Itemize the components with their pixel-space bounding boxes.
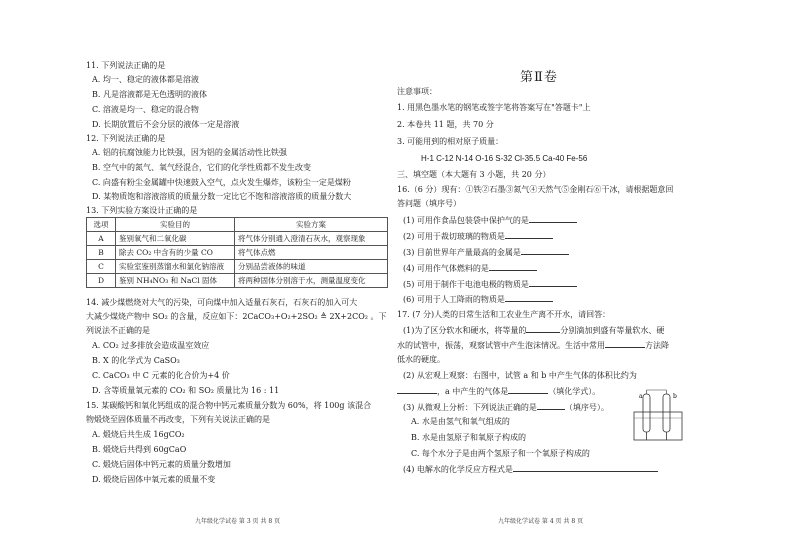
table-cell: 实验室鉴别蒸馏水和氯化钠溶液: [116, 260, 235, 274]
table-cell: 将两种固体分别溶于水，测量温度变化: [235, 274, 388, 288]
q17-option-b: B. 水是由氢原子和氧原子构成的: [411, 433, 526, 442]
table-cell: 除去 CO₂ 中含有的少量 CO: [116, 246, 235, 260]
table-cell: 分别品尝液体的味道: [235, 260, 388, 274]
table-row: [87, 246, 388, 260]
q17-part4: [403, 463, 658, 475]
q17-text: (4) 电解水的化学反应方程式是: [403, 465, 513, 474]
q11-option-c: C. 溶液是均一、稳定的混合物: [92, 105, 199, 114]
q17-option-a: A. 水是由氢气和氧气组成的: [411, 417, 510, 426]
answer-blank[interactable]: [529, 278, 577, 287]
q17-text: ，a 中产生的气体是: [437, 387, 509, 396]
table-header-row: [87, 218, 388, 232]
q17-text: (1)为了区分软水和硬水，将等量的: [403, 326, 527, 335]
q15-option-a: A. 煅烧后共生成 16gCO₂: [92, 430, 185, 439]
answer-blank[interactable]: [513, 463, 658, 472]
q15-option-d: D. 煅烧后固体中氧元素的质量不变: [92, 475, 216, 484]
answer-blank[interactable]: [397, 385, 437, 394]
q17-stem: 17. (7 分)人类的日常生活和工农业生产离不开水，请回答：: [397, 310, 611, 319]
q16-item-text: (1) 可用作食品包装袋中保护气的是: [403, 216, 529, 225]
q17-text: （填化学式）。: [548, 387, 601, 396]
q14-line3: 列说法不正确的是: [86, 326, 150, 335]
q11-option-a: A. 均一、稳定的液体都是溶液: [92, 75, 199, 84]
section-title: 第Ⅱ卷: [520, 70, 558, 85]
q17-part2-line2: [397, 385, 600, 397]
q14-option-d: D. 含等质量氧元素的 CO₂ 和 SO₂ 质量比为 16 : 11: [92, 386, 280, 395]
table-cell: D: [87, 274, 116, 288]
q16-item-text: (2) 可用于裁切玻璃的物质是: [403, 232, 505, 241]
table-cell: 鉴别 NH₄NO₃ 和 NaCl 固体: [116, 274, 235, 288]
q14-option-a: A. CO₂ 过多排放会造成温室效应: [92, 341, 210, 350]
q16-item-3: [403, 246, 569, 258]
answer-blank[interactable]: [526, 324, 560, 333]
notice-2: 2. 本卷共 11 题，共 70 分: [397, 120, 494, 129]
q16-line1: 16.（6 分）现有：①铁②石墨③氮气④天然气⑤金刚石⑥干冰，请根据题意回: [397, 185, 674, 194]
q17-text: （填序号）。: [564, 403, 609, 412]
table-cell: A: [87, 232, 116, 246]
q12-stem: 12. 下列说法正确的是: [86, 134, 166, 143]
table-cell: B: [87, 246, 116, 260]
q16-item-text: (5) 可用于制作干电池电极的物质是: [403, 280, 529, 289]
q17-part2-line1: (2) 从宏观上观察：右图中，试管 a 和 b 中产生气体的体积比约为: [403, 371, 637, 380]
q11-stem: 11. 下列说法正确的是: [86, 61, 166, 70]
answer-blank[interactable]: [489, 262, 537, 271]
table-cell: 将气体点燃: [235, 246, 388, 260]
q12-option-c: C. 向盛有粉尘金属罐中快速鼓入空气，点火发生爆炸，该粉尘一定是煤粉: [92, 178, 351, 187]
q11-option-d: D. 长期放置后不会分层的液体一定是溶液: [92, 120, 240, 129]
q17-text: 方法降: [645, 341, 669, 350]
section-three-heading: 三、填空题（本大题有 3 小题，共 20 分）: [397, 170, 551, 179]
q15-option-b: B. 煅烧后共得到 60gCaO: [92, 445, 187, 454]
q17-part1-line3: 低水的硬度。: [397, 355, 445, 364]
table-cell: 将气体分别通入澄清石灰水，观察现象: [235, 232, 388, 246]
q16-item-2: [403, 230, 553, 242]
tube-a-label: a: [639, 393, 643, 400]
q16-line2: 答问题（填序号）: [397, 199, 461, 208]
q16-item-text: (6) 可用于人工降雨的物质是: [403, 295, 505, 304]
answer-blank[interactable]: [505, 293, 553, 302]
q15-line2: 物煅烧至固体质量不再改变，下列有关说法正确的是: [86, 415, 270, 424]
q16-item-6: [403, 293, 553, 305]
q14-line2: 大减少煤烧产物中 SO₂ 的含量，反应如下：2CaCO₃+O₂+2SO₂ ≜ 2X+2CO₂ 。下: [86, 312, 387, 321]
q17-part1-line1: [403, 324, 664, 336]
table-row: [87, 232, 388, 246]
q16-item-4: [403, 262, 537, 274]
answer-blank[interactable]: [508, 385, 548, 394]
q16-item-text: (3) 目前世界年产量最高的金属是: [403, 248, 521, 257]
q16-item-text: (4) 可用作气体燃料的是: [403, 264, 489, 273]
table-row: [87, 260, 388, 274]
answer-blank[interactable]: [505, 230, 553, 239]
q17-text: 分别滴加到盛有等量软水、硬: [560, 326, 665, 335]
table-cell: 鉴别氧气和二氧化碳: [116, 232, 235, 246]
q11-option-b: B. 凡是溶液都是无色透明的液体: [92, 90, 207, 99]
q17-part1-line2: [397, 339, 669, 351]
electrolysis-apparatus-diagram: [630, 386, 686, 444]
table-row: [87, 274, 388, 288]
notice-3: 3. 可能用到的相对原子质量：: [397, 137, 504, 146]
q15-line1: 15. 某碳酸钙和氧化钙组成的混合物中钙元素质量分数为 60%，将 100g 该混合: [86, 401, 372, 410]
left-page-footer: 九年级化学试卷 第 3 页 共 8 页: [195, 518, 281, 525]
answer-blank[interactable]: [521, 246, 569, 255]
q17-option-c: C. 每个水分子是由两个氢原子和一个氧原子构成的: [411, 449, 590, 458]
q13-table: [86, 217, 388, 288]
q12-option-d: D. 某物质饱和溶液溶质的质量分数一定比它不饱和溶液溶质的质量分数大: [92, 192, 352, 201]
q14-option-c: C. CaCO₃ 中 C 元素的化合价为+4 价: [92, 371, 230, 380]
q15-option-c: C. 煅烧后固体中钙元素的质量分数增加: [92, 460, 231, 469]
q14-option-b: B. X 的化学式为 CaSO₃: [92, 356, 180, 365]
atomic-masses: H-1 C-12 N-14 O-16 S-32 Cl-35.5 Ca-40 Fe-56: [421, 154, 588, 163]
tube-b-label: b: [673, 393, 677, 400]
q16-item-5: [403, 278, 577, 290]
table-header: 实验目的: [116, 218, 235, 232]
q17-text: (3) 从微观上分析：下列说法正确的是: [403, 403, 537, 412]
table-header: 实验方案: [235, 218, 388, 232]
q12-option-a: A. 铝的抗腐蚀能力比铁强，因为铝的金属活动性比铁强: [92, 148, 287, 157]
q12-option-b: B. 空气中的氮气、氧气经混合，它们的化学性质都不发生改变: [92, 163, 311, 172]
answer-blank[interactable]: [605, 339, 645, 348]
right-page-footer: 九年级化学试卷 第 4 页 共 8 页: [498, 518, 584, 525]
answer-blank[interactable]: [529, 214, 577, 223]
table-cell: C: [87, 260, 116, 274]
q17-part3: [403, 401, 609, 413]
notice-title: 注意事项：: [397, 87, 437, 96]
answer-blank[interactable]: [537, 401, 565, 410]
q16-item-1: [403, 214, 577, 226]
q17-text: 水的试管中，振荡，观察试管中产生泡沫情况。生活中常用: [397, 341, 605, 350]
q13-stem: 13. 下列实验方案设计正确的是: [86, 206, 198, 215]
q14-line1: 14. 减少煤燃烧对大气的污染，可向煤中加入适量石灰石，石灰石的加入可大: [86, 298, 358, 307]
table-header: 选项: [87, 218, 116, 232]
notice-1: 1. 用黑色墨水笔的钢笔或签字笔将答案写在"答题卡"上: [397, 103, 591, 112]
